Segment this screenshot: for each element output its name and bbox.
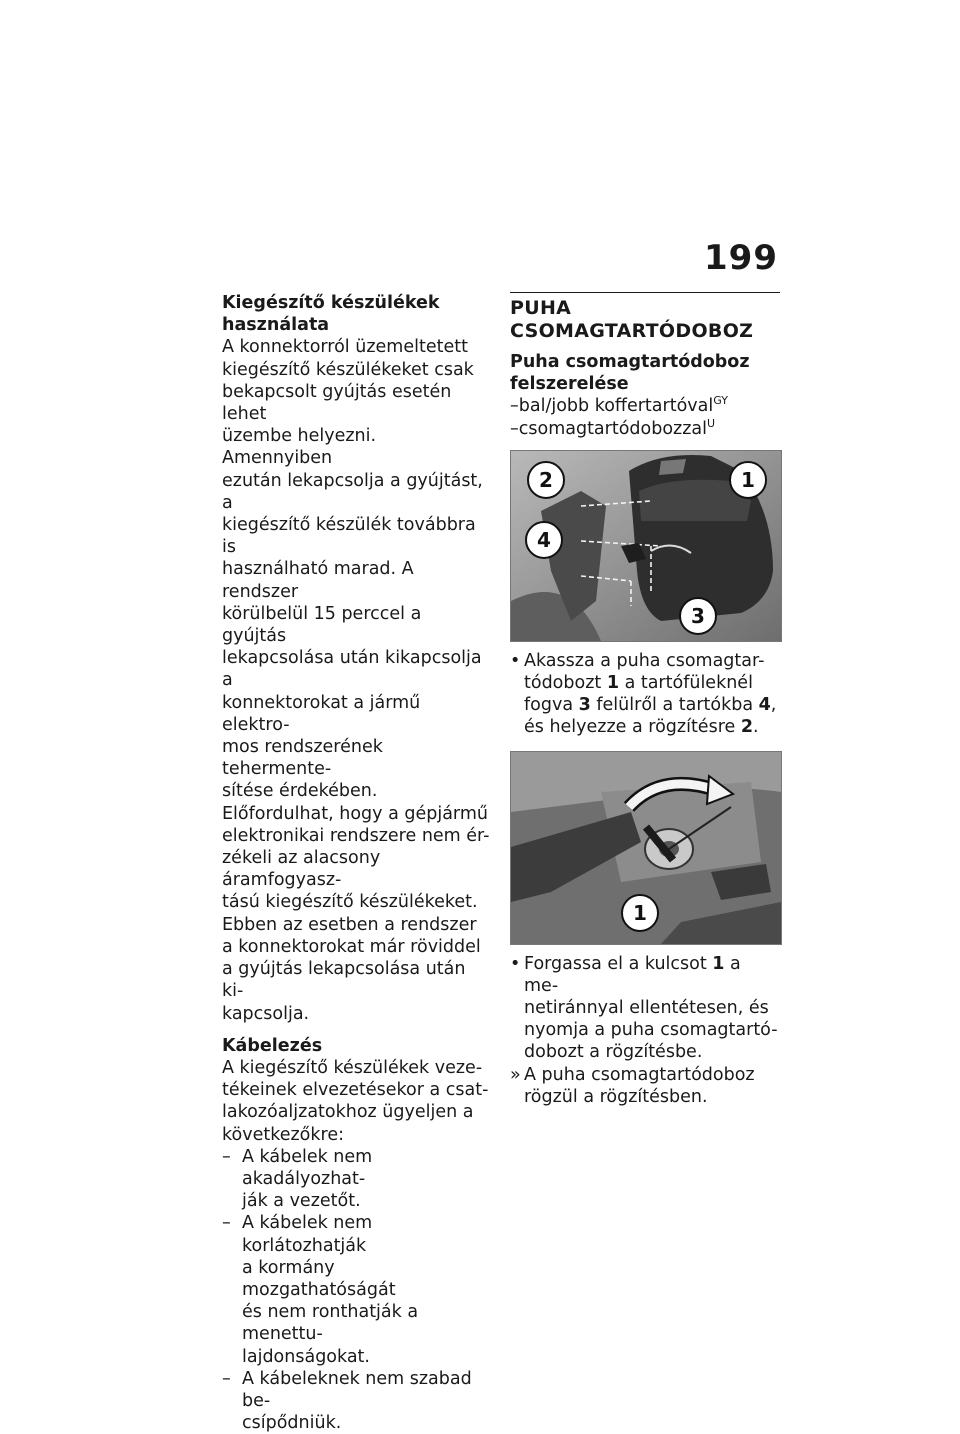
heading-cabling: Kábelezés: [222, 1035, 323, 1056]
list-item: – A kábelek nem akadályozhat- ják a vezetőt.: [222, 1146, 373, 1212]
left-column: [222, 292, 490, 1434]
page-number: 199: [704, 238, 778, 278]
right-column: [510, 292, 780, 1108]
callout-1: 1: [621, 894, 659, 932]
heading-accessories: Kiegészítő készülékek használata: [222, 293, 440, 336]
callout-3: 3: [679, 597, 717, 635]
figure-case-mounting: [510, 450, 782, 642]
paragraph-sockets: A konnektorról üzemeltetett kiegészítő készülékeket csak bekapcsolt gyújtás esetén lehet üzembe helyezni. Amennyiben ezután lekapcsolja a gyújtást, a kiegészítő készülék továbbra is használható marad. A rendszer körülbelül 15 perccel a gyújtás lekapcsolása után kikapcsolja a konnektorokat a jármű elektro- mos rendszerének tehermente- sítése érdekében.: [222, 337, 483, 802]
result-locked: » A puha csomagtartódoboz rögzül a rögzítésben.: [510, 1064, 755, 1107]
step-turn-key: • Forgassa el a kulcsot 1 a me- netiránnyal ellentétesen, és nyomja a puha csomagtartó- dobozt a rögzítésbe.: [510, 953, 778, 1063]
heading-mounting: Puha csomagtartódoboz felszerelése: [510, 352, 750, 395]
figure-key-lock: [510, 751, 782, 945]
callout-1: 1: [729, 461, 767, 499]
option-line: –csomagtartódobozzal$^U$: [510, 416, 716, 439]
list-item: – A kábelek nem korlátozhatják a kormány mozgathatóságát és nem ronthatják a menettu- lajdonságokat.: [222, 1213, 419, 1367]
callout-4: 4: [525, 521, 563, 559]
paragraph-low-current: Előfordulhat, hogy a gépjármű elektronikai rendszere nem ér- zékeli az alacsony áramfogyasz- tású kiegészítő készülékeket. Ebben az esetben a rendszer a konnektorokat már röviddel a gyújtás lekapcsolása után ki- kapcsolja.: [222, 803, 490, 1024]
section-title: PUHA CSOMAGTARTÓDOBOZ: [510, 297, 754, 342]
step-hang-case: • Akassza a puha csomagtar- tódobozt 1 a tartófüleknél fogva 3 felülről a tartókba 4, és helyezze a rögzítésre 2.: [510, 650, 777, 738]
list-item: – A kábeleknek nem szabad be- csípődniük.: [222, 1368, 472, 1434]
section-rule: [510, 292, 780, 293]
paragraph-cabling: A kiegészítő készülékek veze- tékeinek elvezetésekor a csat- lakozóaljzatokhoz ügyeljen a következőkre:: [222, 1057, 489, 1145]
option-line: –bal/jobb koffertartóval$^{GY}$: [510, 394, 728, 417]
callout-2: 2: [527, 461, 565, 499]
